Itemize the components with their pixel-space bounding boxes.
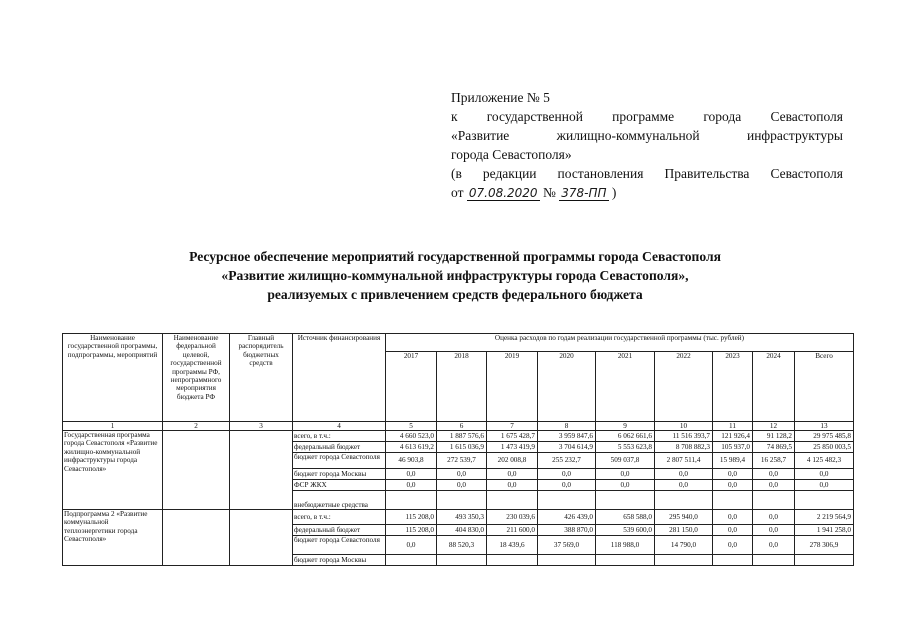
value-cell — [713, 555, 753, 566]
source-cell: всего, в т.ч.: — [293, 510, 386, 525]
value-cell: 88 520,3 — [437, 536, 487, 555]
source-cell: внебюджетные средства — [293, 491, 386, 510]
header-year: 2023 — [713, 352, 753, 422]
value-cell: 493 350,3 — [437, 510, 487, 525]
value-cell: 0,0 — [538, 480, 596, 491]
source-cell: бюджет города Севастополя — [293, 536, 386, 555]
header-year: 2022 — [655, 352, 713, 422]
column-index: 13 — [795, 422, 854, 431]
value-cell: 0,0 — [713, 469, 753, 480]
value-cell — [538, 491, 596, 510]
column-index: 7 — [487, 422, 538, 431]
value-cell: 0,0 — [596, 469, 655, 480]
column-index: 8 — [538, 422, 596, 431]
value-cell: 295 940,0 — [655, 510, 713, 525]
value-cell: 0,0 — [386, 480, 437, 491]
value-cell: 15 989,4 — [713, 453, 753, 469]
federal-program-cell — [163, 510, 230, 566]
column-index: 10 — [655, 422, 713, 431]
column-index: 1 — [63, 422, 163, 431]
value-cell: 0,0 — [487, 480, 538, 491]
value-cell: 11 516 393,7 — [655, 431, 713, 442]
value-cell: 404 830,0 — [437, 525, 487, 536]
appendix-number: Приложение № 5 — [451, 90, 550, 105]
value-cell: 0,0 — [437, 480, 487, 491]
handwritten-date: 07.08.2020 — [468, 186, 538, 200]
value-cell — [386, 491, 437, 510]
value-cell: 1 675 428,7 — [487, 431, 538, 442]
column-index: 4 — [293, 422, 386, 431]
program-name-cell: Государственная программа города Севастополя «Развитие жилищно-коммунальной инфраструктуры города Севастополя» — [63, 431, 163, 510]
value-cell: 0,0 — [386, 536, 437, 555]
header-budget-manager: Главный распорядитель бюджетных средств — [230, 334, 293, 422]
value-cell: 115 208,0 — [386, 525, 437, 536]
total-cell — [795, 555, 854, 566]
total-cell: 25 850 003,5 — [795, 442, 854, 453]
value-cell: 6 062 661,6 — [596, 431, 655, 442]
budget-manager-cell — [230, 510, 293, 566]
value-cell: 0,0 — [437, 469, 487, 480]
value-cell — [596, 491, 655, 510]
header-row-1 — [63, 334, 854, 352]
source-cell: ФСР ЖКХ — [293, 480, 386, 491]
source-cell: бюджет города Москвы — [293, 469, 386, 480]
total-cell: 2 219 564,9 — [795, 510, 854, 525]
value-cell: 0,0 — [713, 510, 753, 525]
source-cell: всего, в т.ч.: — [293, 431, 386, 442]
table-row — [63, 431, 854, 442]
value-cell: 115 208,0 — [386, 510, 437, 525]
header-federal-program: Наименование федеральной целевой, государственной программы РФ, непрограммного мероприятия бюджета РФ — [163, 334, 230, 422]
value-cell — [437, 555, 487, 566]
resource-table — [62, 333, 854, 566]
header-funding-source: Источник финансирования — [293, 334, 386, 422]
value-cell — [596, 555, 655, 566]
value-cell: 1 615 036,9 — [437, 442, 487, 453]
title-line-3: реализуемых с привлечением средств федерального бюджета — [267, 287, 643, 302]
value-cell: 0,0 — [753, 525, 795, 536]
value-cell — [713, 491, 753, 510]
appendix-line-2: к государственной программе города Севастополя — [451, 109, 843, 124]
federal-program-cell — [163, 431, 230, 510]
value-cell: 3 704 614,9 — [538, 442, 596, 453]
column-index: 12 — [753, 422, 795, 431]
value-cell: 118 988,0 — [596, 536, 655, 555]
column-index-row — [63, 422, 854, 431]
value-cell: 0,0 — [713, 525, 753, 536]
column-index: 2 — [163, 422, 230, 431]
value-cell: 0,0 — [753, 469, 795, 480]
value-cell: 202 008,8 — [487, 453, 538, 469]
value-cell: 1 473 419,9 — [487, 442, 538, 453]
value-cell: 18 439,6 — [487, 536, 538, 555]
value-cell — [487, 491, 538, 510]
header-year: 2017 — [386, 352, 437, 422]
value-cell — [437, 491, 487, 510]
column-index: 11 — [713, 422, 753, 431]
value-cell: 211 600,0 — [487, 525, 538, 536]
value-cell: 281 150,0 — [655, 525, 713, 536]
value-cell — [753, 491, 795, 510]
value-cell: 14 790,0 — [655, 536, 713, 555]
total-cell: 0,0 — [795, 480, 854, 491]
appendix-header — [451, 88, 843, 202]
value-cell: 0,0 — [713, 536, 753, 555]
source-cell: федеральный бюджет — [293, 442, 386, 453]
budget-manager-cell — [230, 431, 293, 510]
value-cell: 8 708 882,3 — [655, 442, 713, 453]
value-cell: 539 600,0 — [596, 525, 655, 536]
header-program-name: Наименование государственной программы, подпрограммы, мероприятий — [63, 334, 163, 422]
value-cell: 0,0 — [753, 480, 795, 491]
value-cell: 2 807 511,4 — [655, 453, 713, 469]
total-cell — [795, 491, 854, 510]
value-cell — [538, 555, 596, 566]
title-line-1: Ресурсное обеспечение мероприятий государственной программы города Севастополя — [189, 249, 721, 264]
column-index: 6 — [437, 422, 487, 431]
value-cell: 230 039,6 — [487, 510, 538, 525]
appendix-line-5: (в редакции постановления Правительства Севастополя — [451, 166, 843, 181]
table-row — [63, 510, 854, 525]
column-index: 5 — [386, 422, 437, 431]
total-cell: 4 125 482,3 — [795, 453, 854, 469]
title-line-2: «Развитие жилищно-коммунальной инфраструктуры города Севастополя», — [221, 268, 689, 283]
value-cell: 74 869,5 — [753, 442, 795, 453]
value-cell: 426 439,0 — [538, 510, 596, 525]
source-cell: федеральный бюджет — [293, 525, 386, 536]
header-total: Всего — [795, 352, 854, 422]
value-cell: 4 613 619,2 — [386, 442, 437, 453]
value-cell — [753, 555, 795, 566]
value-cell: 0,0 — [655, 469, 713, 480]
value-cell: 658 588,0 — [596, 510, 655, 525]
value-cell — [655, 555, 713, 566]
column-index: 3 — [230, 422, 293, 431]
appendix-line-4: города Севастополя» — [451, 147, 572, 162]
value-cell: 4 660 523,0 — [386, 431, 437, 442]
total-cell: 278 306,9 — [795, 536, 854, 555]
value-cell: 0,0 — [713, 480, 753, 491]
header-year: 2024 — [753, 352, 795, 422]
total-cell: 0,0 — [795, 469, 854, 480]
value-cell: 121 926,4 — [713, 431, 753, 442]
value-cell: 91 128,2 — [753, 431, 795, 442]
header-year: 2021 — [596, 352, 655, 422]
value-cell: 1 887 576,6 — [437, 431, 487, 442]
value-cell — [386, 555, 437, 566]
value-cell: 0,0 — [596, 480, 655, 491]
value-cell: 37 569,0 — [538, 536, 596, 555]
value-cell: 105 937,0 — [713, 442, 753, 453]
appendix-line-3: «Развитие жилищно-коммунальной инфраструктуры — [451, 128, 843, 143]
appendix-line-6: от 07.08.2020 № 378-ПП ) — [451, 185, 617, 200]
source-cell: бюджет города Москвы — [293, 555, 386, 566]
value-cell: 3 959 847,6 — [538, 431, 596, 442]
value-cell: 46 903,8 — [386, 453, 437, 469]
header-year: 2019 — [487, 352, 538, 422]
value-cell: 0,0 — [386, 469, 437, 480]
column-index: 9 — [596, 422, 655, 431]
program-name-cell: Подпрограмма 2 «Развитие коммунальной теплоэнергетики города Севастополя» — [63, 510, 163, 566]
value-cell: 0,0 — [487, 469, 538, 480]
document-title — [120, 247, 790, 304]
total-cell: 29 975 485,8 — [795, 431, 854, 442]
value-cell: 0,0 — [655, 480, 713, 491]
value-cell: 0,0 — [753, 510, 795, 525]
value-cell: 0,0 — [538, 469, 596, 480]
value-cell: 5 553 623,8 — [596, 442, 655, 453]
value-cell: 388 870,0 — [538, 525, 596, 536]
header-year: 2020 — [538, 352, 596, 422]
source-cell: бюджет города Севастополя — [293, 453, 386, 469]
value-cell: 272 539,7 — [437, 453, 487, 469]
value-cell — [487, 555, 538, 566]
value-cell: 255 232,7 — [538, 453, 596, 469]
handwritten-number: 378-ПП — [561, 186, 607, 200]
value-cell: 0,0 — [753, 536, 795, 555]
header-estimate: Оценка расходов по годам реализации государственной программы (тыс. рублей) — [386, 334, 854, 352]
value-cell: 509 037,8 — [596, 453, 655, 469]
value-cell — [655, 491, 713, 510]
header-year: 2018 — [437, 352, 487, 422]
value-cell: 16 258,7 — [753, 453, 795, 469]
total-cell: 1 941 258,0 — [795, 525, 854, 536]
